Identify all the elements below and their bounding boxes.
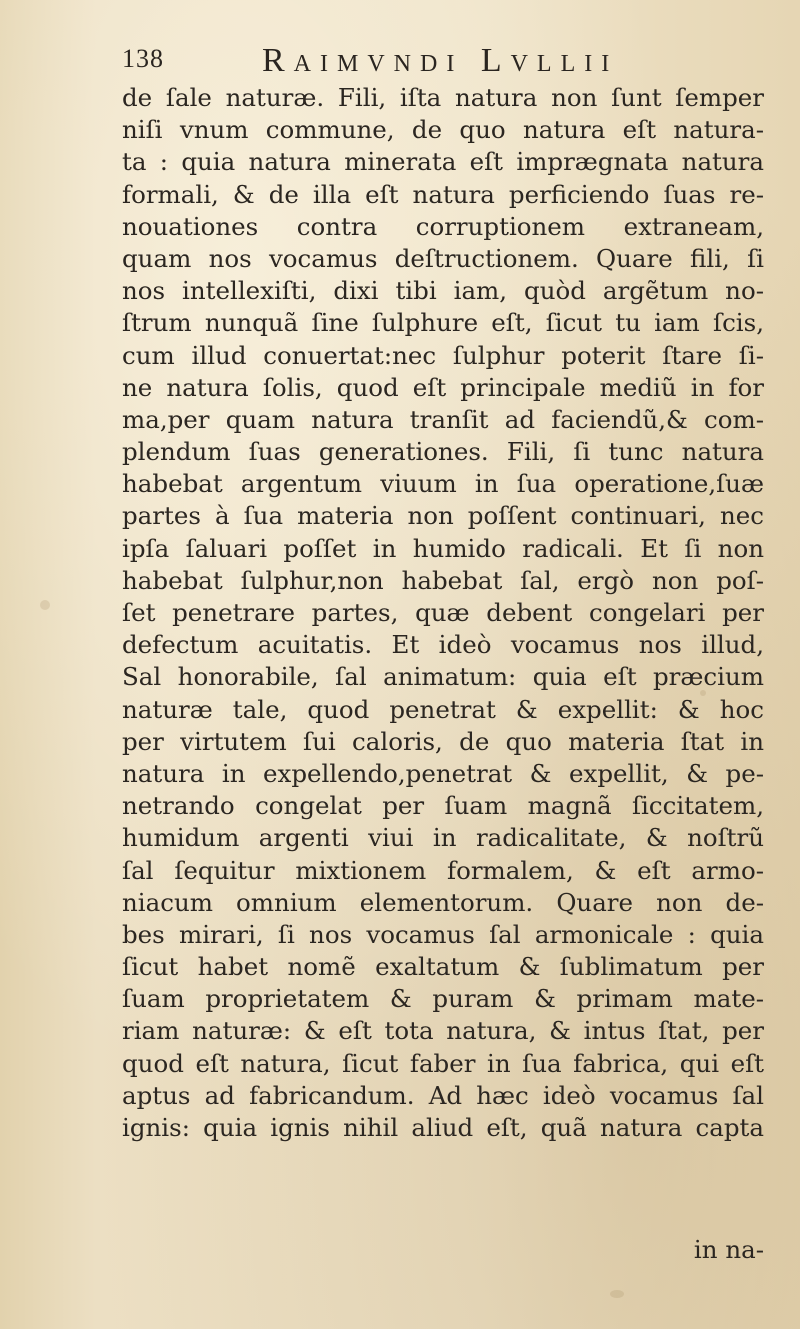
text-line: humidum argenti viui in radicalitate, & noſtrũ (122, 823, 764, 853)
text-line: habebat argentum viuum in ſua operatione,ſuæ (122, 469, 764, 499)
text-line: quod eſt natura, ſicut faber in ſua fabrica, qui eſt (122, 1048, 764, 1078)
text-line: ta : quia natura minerata eſt imprægnata natura (122, 147, 764, 177)
text-line: de ſale naturæ. Fili, iſta natura non ſunt ſemper (122, 83, 764, 112)
text-line: riam naturæ: & eſt tota natura, & intus ſtat, per (122, 1016, 764, 1046)
text-line: naturæ tale, quod penetrat & expellit: & hoc (122, 694, 764, 724)
text-line: niſi vnum commune, de quo natura eſt natura- (122, 115, 764, 145)
text-line: ſet penetrare partes, quæ debent congelari per (122, 598, 764, 627)
paper-stain (40, 600, 50, 610)
running-head: Raimvndi Lvllii (262, 42, 619, 79)
text-line: ſal ſequitur mixtionem formalem, & eſt armo- (122, 855, 764, 885)
text-line: bes mirari, ſi nos vocamus ſal armonicale : quia (122, 919, 764, 949)
text-line: aptus ad fabricandum. Ad hæc ideò vocamus ſal (122, 1080, 764, 1110)
text-line: cum illud conuertat:nec ſulphur poterit ſtare ſi- (122, 340, 764, 370)
text-line: nouationes contra corruptionem extraneam, (122, 211, 764, 241)
text-line: ipſa ſaluari poſſet in humido radicali. Et ſi non (122, 533, 764, 563)
text-line: ma,per quam natura tranſit ad faciendũ,& com- (122, 404, 764, 434)
text-line: netrando congelat per ſuam magnã ſiccitatem, (122, 791, 764, 821)
text-line: natura in expellendo,penetrat & expellit, & pe- (122, 758, 764, 788)
text-line: nos intellexiſti, dixi tibi iam, quòd argẽtum no- (122, 276, 764, 306)
text-line: partes à ſua materia non poſſent continuari, nec (122, 501, 764, 531)
page-header (122, 42, 762, 82)
text-line: defectum acuitatis. Et ideò vocamus nos illud, (122, 630, 764, 660)
text-line: niacum omnium elementorum. Quare non de- (122, 887, 764, 917)
text-line: plendum ſuas generationes. Fili, ſi tunc natura (122, 437, 764, 467)
text-line: ſicut habet nomẽ exaltatum & ſublimatum per (122, 952, 764, 982)
text-line: formali, & de illa eſt natura perficiendo ſuas re- (122, 179, 764, 209)
text-line: ſtrum nunquã ſine ſulphure eſt, ſicut tu iam ſcis, (122, 308, 764, 338)
paper-stain (610, 1290, 624, 1298)
text-line: Sal honorabile, ſal animatum: quia eſt præcium (122, 662, 764, 692)
text-line: habebat ſulphur,non habebat ſal, ergò non poſ- (122, 565, 764, 595)
catchword: in na- (693, 1235, 764, 1264)
text-line: ſuam proprietatem & puram & primam mate- (122, 984, 764, 1014)
text-line: quam nos vocamus deſtructionem. Quare fili, ſi (122, 243, 764, 273)
body-text (122, 82, 764, 1144)
text-line: ne natura ſolis, quod eſt principale mediũ in for (122, 372, 764, 402)
text-line: per virtutem ſui caloris, de quo materia ſtat in (122, 726, 764, 756)
text-line: ignis: quia ignis nihil aliud eſt, quã natura capta (122, 1113, 764, 1142)
page-number: 138 (122, 44, 164, 73)
